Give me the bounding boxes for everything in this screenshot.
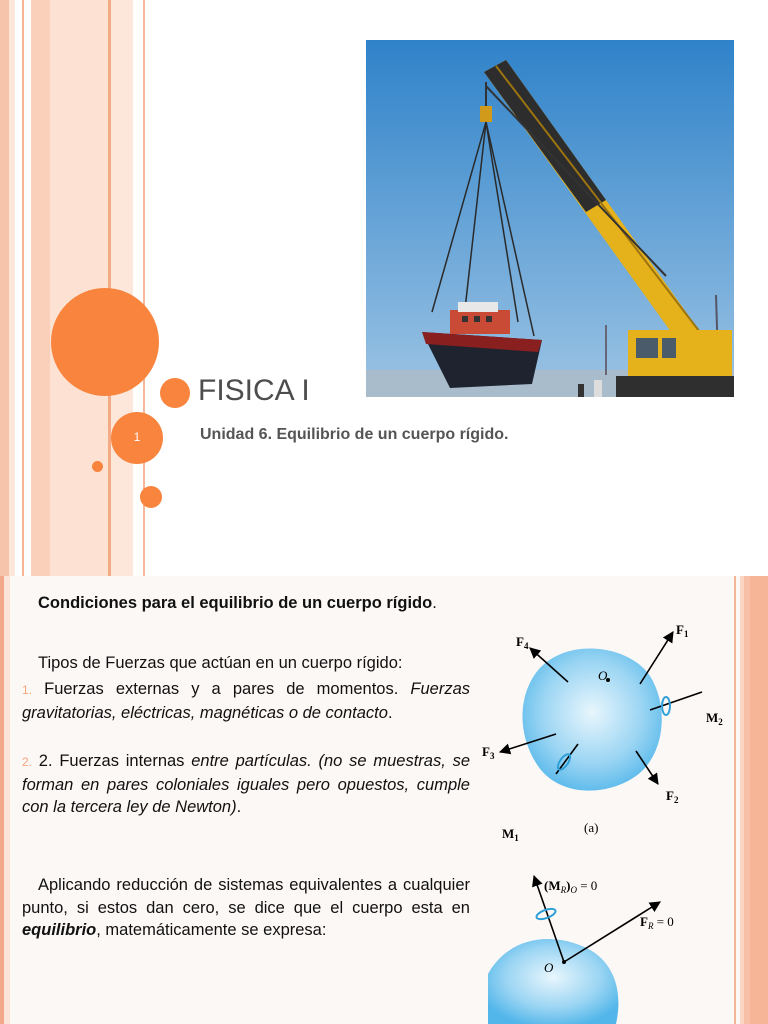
stripe-decoration bbox=[0, 0, 9, 576]
list-number: 1. bbox=[22, 683, 33, 697]
free-body-diagram-b bbox=[478, 866, 728, 1024]
item1-text: Fuerzas externas y a pares de momentos. bbox=[32, 680, 399, 698]
moment-label-m1: $M_1$ bbox=[502, 826, 519, 843]
moment-label-m2: $M_2$ bbox=[706, 710, 723, 727]
heading-text: Condiciones para el equilibrio de un cuerpo rígido bbox=[38, 594, 433, 612]
reduction-paragraph bbox=[22, 874, 470, 942]
stripe-decoration bbox=[22, 0, 24, 576]
decorative-circle bbox=[160, 378, 190, 408]
item2-text: 2. Fuerzas internas bbox=[32, 752, 192, 770]
equilibrium-term: equilibrio bbox=[22, 921, 97, 939]
decorative-circle-large bbox=[51, 288, 159, 396]
origin-label: O bbox=[598, 668, 608, 683]
item1-italic: Fuerzas gravitatorias, eléctricas, magnéticas o de contacto bbox=[22, 680, 471, 722]
slide-number: 1 bbox=[133, 430, 141, 444]
stripe-decoration bbox=[734, 576, 736, 1024]
moment-mr-icon bbox=[535, 907, 557, 921]
list-item-external-forces bbox=[22, 678, 470, 724]
list-number: 2. bbox=[22, 755, 33, 769]
stripe-decoration bbox=[31, 0, 50, 576]
force-label-f4: $F_4$ bbox=[516, 634, 529, 651]
diagram-caption: (a) bbox=[584, 820, 599, 835]
item2-italic: entre partículas. (no se muestras, se forman en pares coloniales iguales pero opuestos, cumple con la tercera ley de Newton) bbox=[22, 752, 470, 816]
reduction-text: Aplicando reducción de sistemas equivalentes a cualquier punto, si estos dan cero, se dice que el cuerpo esta en bbox=[22, 876, 470, 917]
origin-label-b: O bbox=[544, 960, 554, 975]
list-item-internal-forces bbox=[22, 750, 470, 819]
item2-end: . bbox=[236, 798, 242, 816]
resultant-moment-equation: $(M_R)_O = 0$ bbox=[544, 878, 598, 895]
crane-boat-photo bbox=[366, 40, 734, 397]
slide-subtitle: Unidad 6. Equilibrio de un cuerpo rígido. bbox=[200, 426, 509, 443]
resultant-force-equation: $F_R = 0$ bbox=[640, 914, 674, 931]
force-label-f2: $F_2$ bbox=[666, 788, 679, 805]
force-label-f1: $F_1$ bbox=[676, 622, 689, 639]
decorative-circle bbox=[140, 486, 162, 508]
stripe-decoration bbox=[9, 0, 15, 576]
free-body-diagram-a bbox=[478, 616, 728, 846]
content-slide bbox=[0, 576, 768, 1024]
decorative-circle-small bbox=[92, 461, 103, 472]
item1-end: . bbox=[387, 703, 393, 722]
stripe-decoration bbox=[4, 576, 10, 1024]
slide-heading bbox=[38, 592, 508, 615]
types-intro: Tipos de Fuerzas que actúan en un cuerpo rígido: bbox=[38, 654, 403, 672]
slide-title: FISICA I bbox=[198, 374, 310, 407]
stripe-decoration bbox=[750, 576, 768, 1024]
heading-period: . bbox=[432, 594, 437, 612]
force-label-f3: $F_3$ bbox=[482, 744, 495, 761]
reduction-end: , matemáticamente se expresa: bbox=[96, 921, 327, 939]
